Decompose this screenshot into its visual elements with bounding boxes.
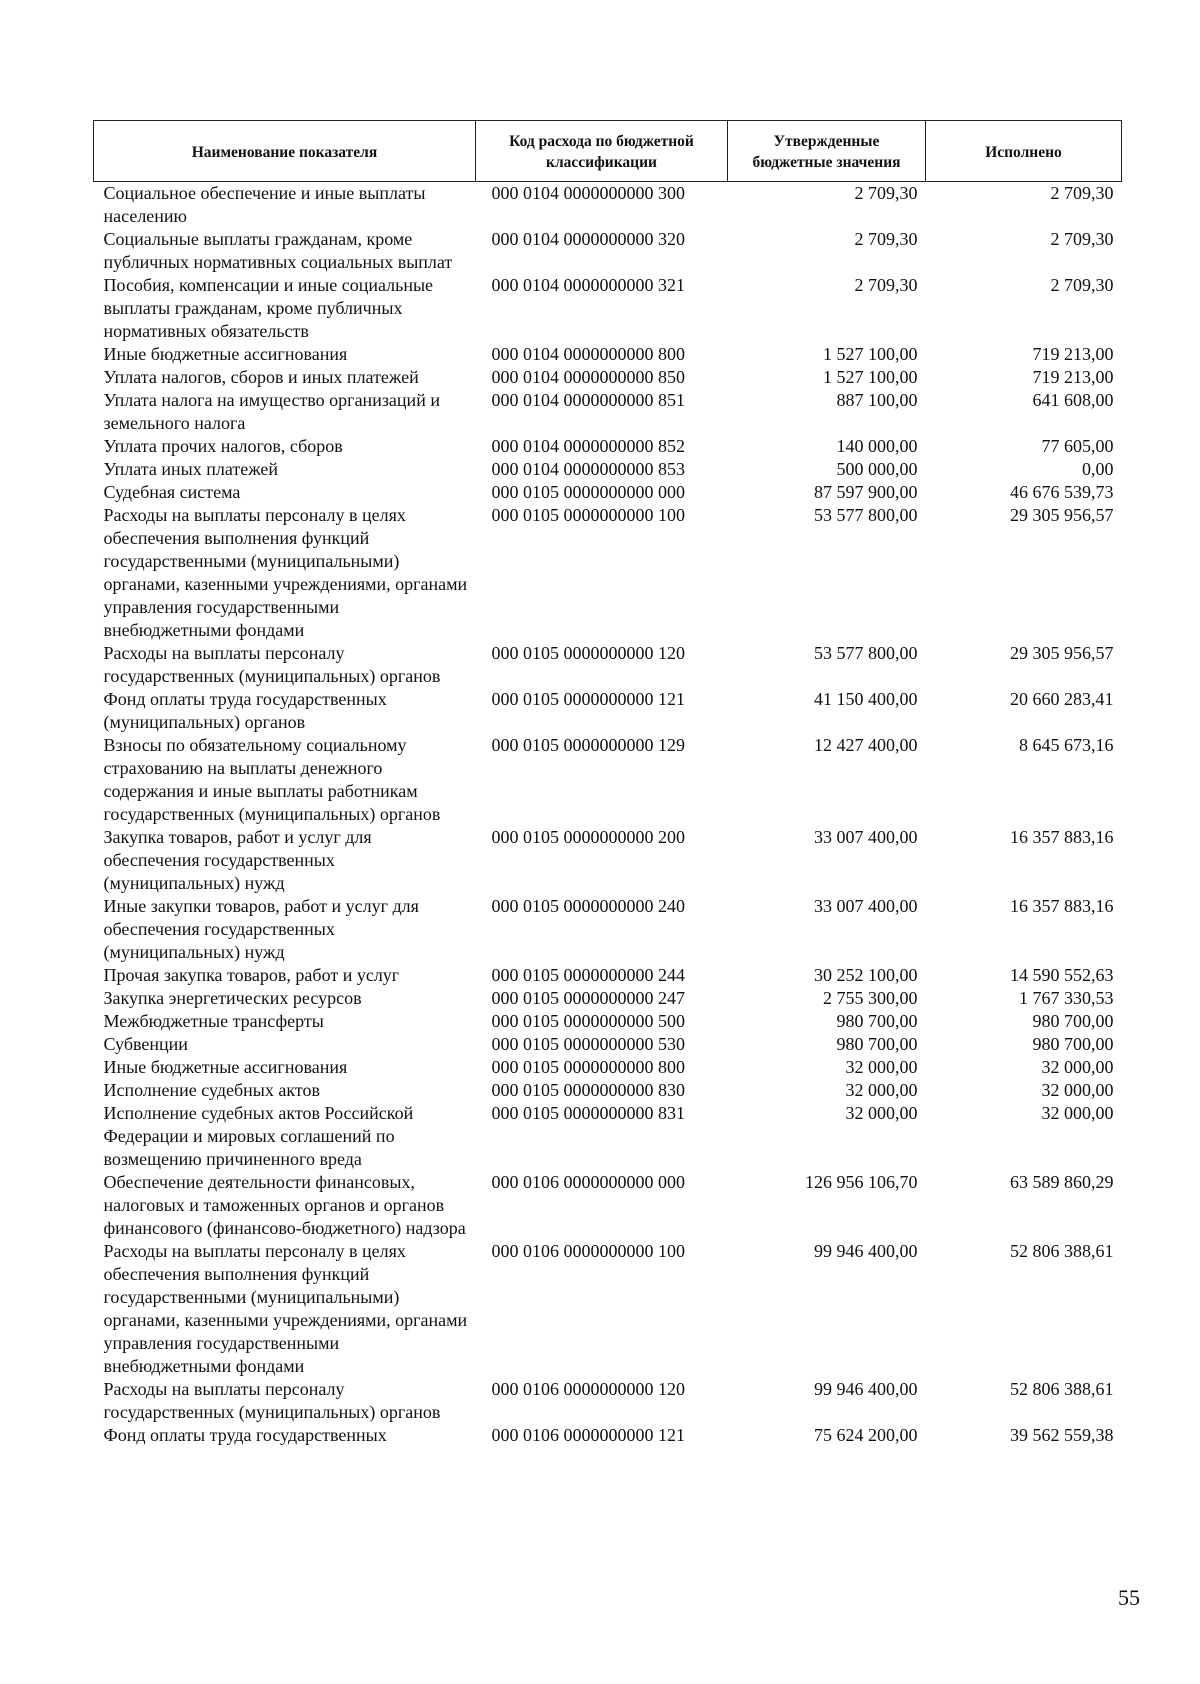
row-executed: 16 357 883,16 <box>1010 896 1114 916</box>
row-name: Исполнение судебных актов Российской Федерации и мировых соглашений по возмещению причиненного вреда <box>103 1103 414 1169</box>
row-approved: 12 427 400,00 <box>814 735 918 755</box>
row-name: Фонд оплаты труда государственных (муниципальных) органов <box>103 689 387 732</box>
row-name: Расходы на выплаты персоналу в целях обеспечения выполнения функций государственными (муниципальными) органами, казенными учреждениями, органами управления государственными внебюджетными фондами <box>103 505 468 640</box>
header-executed: Исполнено <box>926 121 1122 182</box>
row-code: 000 0105 0000000000 500 <box>491 1011 685 1031</box>
row-executed: 1 767 330,53 <box>1019 988 1114 1008</box>
row-executed: 29 305 956,57 <box>1010 643 1114 663</box>
row-executed: 52 806 388,61 <box>1010 1379 1114 1399</box>
row-executed: 52 806 388,61 <box>1010 1241 1114 1261</box>
table-row <box>94 366 1122 389</box>
row-executed: 641 608,00 <box>1032 390 1114 410</box>
table-row <box>94 343 1122 366</box>
row-name: Пособия, компенсации и иные социальные выплаты гражданам, кроме публичных нормативных обязательств <box>103 275 434 341</box>
row-code: 000 0106 0000000000 000 <box>491 1172 685 1192</box>
row-name: Прочая закупка товаров, работ и услуг <box>103 965 400 985</box>
table-row <box>94 182 1122 229</box>
table-row <box>94 389 1122 435</box>
row-approved: 33 007 400,00 <box>814 827 918 847</box>
table-row <box>94 1079 1122 1102</box>
row-executed: 980 700,00 <box>1032 1034 1114 1054</box>
table-row <box>94 964 1122 987</box>
row-approved: 140 000,00 <box>836 436 918 456</box>
row-executed: 980 700,00 <box>1032 1011 1114 1031</box>
table-row <box>94 228 1122 274</box>
row-name: Иные закупки товаров, работ и услуг для обеспечения государственных (муниципальных) нужд <box>103 896 419 962</box>
row-approved: 99 946 400,00 <box>814 1241 918 1261</box>
table-row <box>94 895 1122 964</box>
row-code: 000 0106 0000000000 120 <box>491 1379 685 1399</box>
table-row <box>94 688 1122 734</box>
row-name: Расходы на выплаты персоналу в целях обеспечения выполнения функций государственными (муниципальными) органами, казенными учреждениями, органами управления государственными внебюджетными фондами <box>103 1241 468 1376</box>
row-executed: 16 357 883,16 <box>1010 827 1114 847</box>
row-name: Закупка энергетических ресурсов <box>103 988 362 1008</box>
row-name: Судебная система <box>103 482 241 502</box>
row-name: Уплата налогов, сборов и иных платежей <box>103 367 419 387</box>
row-code: 000 0105 0000000000 530 <box>491 1034 685 1054</box>
row-approved: 2 709,30 <box>854 183 918 203</box>
row-name: Взносы по обязательному социальному страхованию на выплаты денежного содержания и иные выплаты работникам государственных (муниципальных) органов <box>103 735 441 824</box>
row-executed: 32 000,00 <box>1041 1080 1114 1100</box>
row-approved: 32 000,00 <box>845 1080 918 1100</box>
row-name: Закупка товаров, работ и услуг для обеспечения государственных (муниципальных) нужд <box>103 827 372 893</box>
table-row <box>94 274 1122 343</box>
row-name: Социальные выплаты гражданам, кроме публичных нормативных социальных выплат <box>103 229 453 272</box>
row-name: Расходы на выплаты персоналу государственных (муниципальных) органов <box>103 1379 441 1422</box>
row-approved: 53 577 800,00 <box>814 505 918 525</box>
row-approved: 53 577 800,00 <box>814 643 918 663</box>
row-code: 000 0104 0000000000 851 <box>491 390 685 410</box>
row-executed: 14 590 552,63 <box>1010 965 1114 985</box>
table-row <box>94 1010 1122 1033</box>
row-code: 000 0105 0000000000 100 <box>491 505 685 525</box>
row-name: Социальное обеспечение и иные выплаты населению <box>103 183 426 226</box>
row-approved: 99 946 400,00 <box>814 1379 918 1399</box>
row-code: 000 0104 0000000000 300 <box>491 183 685 203</box>
row-executed: 29 305 956,57 <box>1010 505 1114 525</box>
row-approved: 1 527 100,00 <box>823 367 918 387</box>
row-approved: 2 755 300,00 <box>823 988 918 1008</box>
table-row <box>94 1424 1122 1447</box>
row-name: Иные бюджетные ассигнования <box>103 344 348 364</box>
row-executed: 2 709,30 <box>1050 183 1114 203</box>
row-executed: 2 709,30 <box>1050 275 1114 295</box>
page-number: 55 <box>1118 1585 1140 1610</box>
table-row <box>94 481 1122 504</box>
table-body <box>94 182 1122 1448</box>
row-code: 000 0106 0000000000 100 <box>491 1241 685 1261</box>
table-row <box>94 1378 1122 1424</box>
row-code: 000 0105 0000000000 800 <box>491 1057 685 1077</box>
row-approved: 41 150 400,00 <box>814 689 918 709</box>
row-code: 000 0105 0000000000 830 <box>491 1080 685 1100</box>
row-code: 000 0106 0000000000 121 <box>491 1425 685 1445</box>
row-code: 000 0105 0000000000 120 <box>491 643 685 663</box>
row-approved: 1 527 100,00 <box>823 344 918 364</box>
row-code: 000 0105 0000000000 000 <box>491 482 685 502</box>
row-executed: 0,00 <box>1082 459 1114 479</box>
row-name: Уплата иных платежей <box>103 459 279 479</box>
row-code: 000 0105 0000000000 831 <box>491 1103 685 1123</box>
row-executed: 719 213,00 <box>1032 344 1114 364</box>
table-row <box>94 1171 1122 1240</box>
row-code: 000 0104 0000000000 320 <box>491 229 685 249</box>
table-row <box>94 458 1122 481</box>
row-code: 000 0104 0000000000 850 <box>491 367 685 387</box>
table-row <box>94 642 1122 688</box>
row-approved: 2 709,30 <box>854 275 918 295</box>
row-approved: 30 252 100,00 <box>814 965 918 985</box>
row-executed: 2 709,30 <box>1050 229 1114 249</box>
row-approved: 980 700,00 <box>836 1034 918 1054</box>
row-name: Уплата прочих налогов, сборов <box>103 436 343 456</box>
row-approved: 32 000,00 <box>845 1103 918 1123</box>
row-approved: 887 100,00 <box>836 390 918 410</box>
row-name: Субвенции <box>103 1034 188 1054</box>
row-approved: 33 007 400,00 <box>814 896 918 916</box>
table-row <box>94 987 1122 1010</box>
table-row <box>94 504 1122 642</box>
row-code: 000 0105 0000000000 129 <box>491 735 685 755</box>
header-approved: Утвержденные бюджетные значения <box>728 121 926 182</box>
row-code: 000 0105 0000000000 200 <box>491 827 685 847</box>
table-header <box>94 121 1122 182</box>
table-row <box>94 1102 1122 1171</box>
row-name: Исполнение судебных актов <box>103 1080 321 1100</box>
table-row <box>94 1033 1122 1056</box>
row-code: 000 0104 0000000000 852 <box>491 436 685 456</box>
row-name: Обеспечение деятельности финансовых, налоговых и таможенных органов и органов финансового (финансово-бюджетного) надзора <box>103 1172 466 1238</box>
row-code: 000 0105 0000000000 121 <box>491 689 685 709</box>
table-row <box>94 1240 1122 1378</box>
row-name: Фонд оплаты труда государственных <box>103 1425 387 1445</box>
row-approved: 500 000,00 <box>836 459 918 479</box>
row-code: 000 0105 0000000000 240 <box>491 896 685 916</box>
row-name: Расходы на выплаты персоналу государственных (муниципальных) органов <box>103 643 441 686</box>
table-row <box>94 734 1122 826</box>
row-name: Уплата налога на имущество организаций и земельного налога <box>103 390 440 433</box>
row-name: Межбюджетные трансферты <box>103 1011 324 1031</box>
row-executed: 77 605,00 <box>1041 436 1114 456</box>
row-approved: 87 597 900,00 <box>814 482 918 502</box>
row-executed: 32 000,00 <box>1041 1103 1114 1123</box>
row-approved: 2 709,30 <box>854 229 918 249</box>
budget-expenses-table <box>93 120 1122 1447</box>
row-executed: 20 660 283,41 <box>1010 689 1114 709</box>
table-row <box>94 435 1122 458</box>
row-executed: 8 645 673,16 <box>1019 735 1114 755</box>
header-code: Код расхода по бюджетной классификации <box>476 121 728 182</box>
table-row <box>94 1056 1122 1079</box>
row-code: 000 0105 0000000000 247 <box>491 988 685 1008</box>
table-row <box>94 826 1122 895</box>
row-executed: 46 676 539,73 <box>1010 482 1114 502</box>
row-executed: 719 213,00 <box>1032 367 1114 387</box>
header-name: Наименование показателя <box>94 121 476 182</box>
row-approved: 32 000,00 <box>845 1057 918 1077</box>
row-executed: 63 589 860,29 <box>1010 1172 1114 1192</box>
row-code: 000 0104 0000000000 321 <box>491 275 685 295</box>
row-code: 000 0105 0000000000 244 <box>491 965 685 985</box>
row-approved: 980 700,00 <box>836 1011 918 1031</box>
row-approved: 75 624 200,00 <box>814 1425 918 1445</box>
row-executed: 39 562 559,38 <box>1010 1425 1114 1445</box>
row-code: 000 0104 0000000000 800 <box>491 344 685 364</box>
row-approved: 126 956 106,70 <box>805 1172 918 1192</box>
row-executed: 32 000,00 <box>1041 1057 1114 1077</box>
row-name: Иные бюджетные ассигнования <box>103 1057 348 1077</box>
row-code: 000 0104 0000000000 853 <box>491 459 685 479</box>
